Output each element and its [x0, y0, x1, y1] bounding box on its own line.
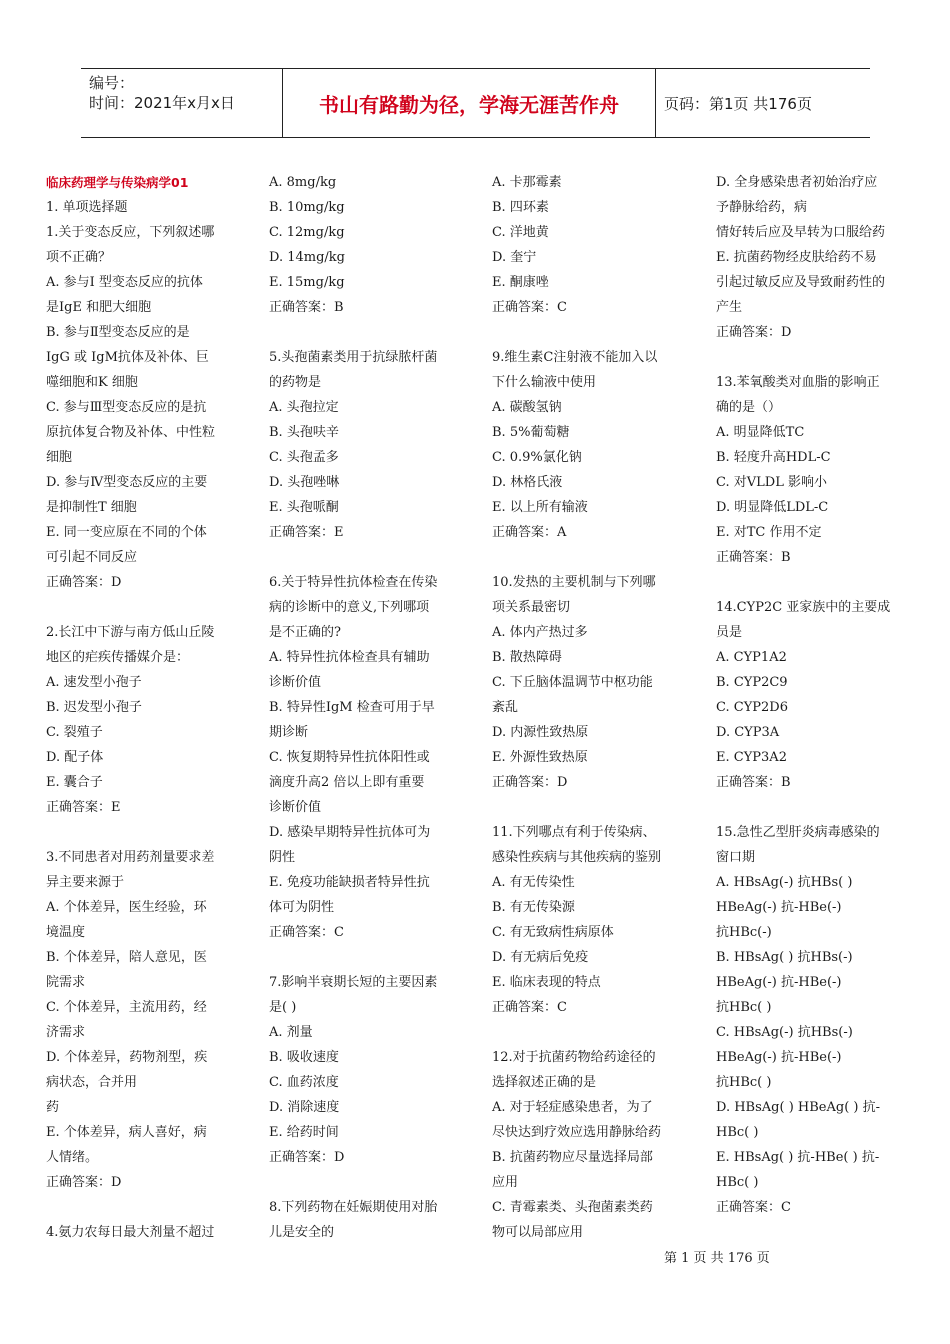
- text-line: E. 同一变应原在不同的个体: [46, 525, 207, 540]
- answer-line: 正确答案：C: [716, 1200, 791, 1215]
- text-line: E. 酮康唑: [492, 275, 549, 290]
- text-line: 是IgE 和肥大细胞: [46, 300, 152, 315]
- text-line: A. 明显降低TC: [716, 425, 805, 440]
- text-line: 的药物是: [269, 375, 322, 390]
- text-line: 予静脉给药，病: [716, 200, 808, 215]
- text-line: C. 个体差异，主流用药，经: [46, 1000, 207, 1015]
- text-line: E. 个体差异，病人喜好，病: [46, 1125, 207, 1140]
- answer-line: 正确答案：C: [492, 300, 567, 315]
- text-column-3: [492, 170, 702, 1245]
- blank-line: [716, 795, 926, 820]
- blank-line: [46, 595, 256, 620]
- text-line: B. 四环素: [492, 200, 549, 215]
- text-line: E. 临床表现的特点: [492, 975, 601, 990]
- blank-line: [716, 345, 926, 370]
- text-line: C. 对VLDL 影响小: [716, 475, 827, 490]
- text-line: 是抑制性T 细胞: [46, 500, 137, 515]
- text-line: 5.头孢菌素类用于抗绿脓杆菌: [269, 350, 438, 365]
- text-line: C. CYP2D6: [716, 700, 788, 715]
- text-line: D. 有无病后免疫: [492, 950, 589, 965]
- text-line: A. CYP1A2: [716, 650, 787, 665]
- text-line: 滴度升高2 倍以上即有重要: [269, 775, 425, 790]
- text-line: 可引起不同反应: [46, 550, 138, 565]
- text-line: 下什么输液中使用: [492, 375, 597, 390]
- text-line: E. 头孢哌酮: [269, 500, 339, 515]
- text-line: A. 参与Ⅰ 型变态反应的抗体: [46, 275, 203, 290]
- header-motto: 书山有路勤为径，学海无涯苦作舟: [282, 69, 656, 137]
- text-line: E. 免疫功能缺损者特异性抗: [269, 875, 430, 890]
- text-line: 抗HBc( ): [716, 1075, 772, 1090]
- text-line: HBeAg(-) 抗-HBe(-): [716, 975, 842, 990]
- text-line: C. 血药浓度: [269, 1075, 339, 1090]
- text-line: C. 下丘脑体温调节中枢功能: [492, 675, 653, 690]
- text-line: 济需求: [46, 1025, 86, 1040]
- blank-line: [269, 945, 479, 970]
- text-line: 境温度: [46, 925, 86, 940]
- answer-line: 正确答案：B: [716, 775, 791, 790]
- text-line: 1. 单项选择题: [46, 200, 128, 215]
- text-line: C. 0.9%氯化钠: [492, 450, 582, 465]
- text-line: 项不正确？: [46, 250, 112, 265]
- text-line: 阴性: [269, 850, 296, 865]
- blank-line: [46, 1195, 256, 1220]
- text-line: 是不正确的?: [269, 625, 341, 640]
- blank-line: [716, 1220, 926, 1245]
- text-line: D. 消除速度: [269, 1100, 340, 1115]
- text-line: 地区的疟疾传播媒介是：: [46, 650, 190, 665]
- text-line: 9.维生素C注射液不能加入以: [492, 350, 658, 365]
- text-line: D. 林格氏液: [492, 475, 563, 490]
- text-line: 细胞: [46, 450, 73, 465]
- answer-line: 正确答案：C: [269, 925, 344, 940]
- text-line: A. 特异性抗体检查具有辅助: [269, 650, 430, 665]
- answer-line: 正确答案：D: [269, 1150, 345, 1165]
- text-line: B. 10mg/kg: [269, 200, 345, 215]
- text-line: 抗HBc(-): [716, 925, 772, 940]
- text-line: D. 奎宁: [492, 250, 537, 265]
- blank-line: [269, 320, 479, 345]
- text-line: B. 吸收速度: [269, 1050, 339, 1065]
- text-line: 病的诊断中的意义,下列哪项: [269, 600, 430, 615]
- text-line: C. 青霉素类、头孢菌素类药: [492, 1200, 653, 1215]
- text-line: 紊乱: [492, 700, 519, 715]
- text-line: 异主要来源于: [46, 875, 125, 890]
- text-line: E. 外源性致热原: [492, 750, 588, 765]
- text-line: D. 全身感染患者初始治疗应: [716, 175, 878, 190]
- answer-line: 正确答案：A: [492, 525, 567, 540]
- text-line: D. 个体差异，药物剂型，疾: [46, 1050, 208, 1065]
- text-line: 12.对于抗菌药物给药途径的: [492, 1050, 656, 1065]
- text-line: B. 个体差异，陪人意见，医: [46, 950, 207, 965]
- answer-line: 正确答案：B: [269, 300, 344, 315]
- text-line: 确的是（）: [716, 400, 782, 415]
- answer-line: 正确答案：C: [492, 1000, 567, 1015]
- text-line: E. 15mg/kg: [269, 275, 345, 290]
- text-line: 应用: [492, 1175, 519, 1190]
- text-line: 人情绪。: [46, 1150, 99, 1165]
- text-line: 4.氨力农每日最大剂量不超过: [46, 1225, 215, 1240]
- text-line: A. 体内产热过多: [492, 625, 588, 640]
- text-line: A. 有无传染性: [492, 875, 575, 890]
- text-line: A. 卡那霉素: [492, 175, 562, 190]
- text-line: HBc( ): [716, 1125, 759, 1140]
- text-line: 诊断价值: [269, 800, 322, 815]
- text-line: 8.下列药物在妊娠期使用对胎: [269, 1200, 438, 1215]
- text-line: E. 以上所有输液: [492, 500, 588, 515]
- text-line: 6.关于特异性抗体检查在传染: [269, 575, 438, 590]
- header-meta: [81, 69, 282, 137]
- text-line: HBeAg(-) 抗-HBe(-): [716, 900, 842, 915]
- section-title: 临床药理学与传染病学01: [46, 175, 189, 190]
- blank-line: [492, 320, 702, 345]
- text-line: 员是: [716, 625, 743, 640]
- text-line: D. 14mg/kg: [269, 250, 345, 265]
- text-line: C. 裂殖子: [46, 725, 103, 740]
- document-number-label: 编号：: [89, 74, 135, 92]
- text-line: 体可为阴性: [269, 900, 335, 915]
- text-line: B. CYP2C9: [716, 675, 788, 690]
- blank-line: [269, 1170, 479, 1195]
- text-line: A. 碳酸氢钠: [492, 400, 562, 415]
- text-line: 儿是安全的: [269, 1225, 335, 1240]
- text-line: B. 迟发型小孢子: [46, 700, 142, 715]
- text-line: 11.下列哪点有利于传染病、: [492, 825, 656, 840]
- text-line: C. 12mg/kg: [269, 225, 345, 240]
- text-line: C. 有无致病性病原体: [492, 925, 614, 940]
- text-line: D. 参与Ⅳ型变态反应的主要: [46, 475, 208, 490]
- text-column-4: [716, 170, 926, 1245]
- text-line: HBeAg(-) 抗-HBe(-): [716, 1050, 842, 1065]
- text-line: B. 抗菌药物应尽量选择局部: [492, 1150, 653, 1165]
- text-line: B. 头孢呋辛: [269, 425, 339, 440]
- page-header: [81, 68, 870, 138]
- header-page-info: 页码：第1页 共176页: [664, 94, 812, 113]
- text-line: 噬细胞和K 细胞: [46, 375, 138, 390]
- text-line: A. 速发型小孢子: [46, 675, 142, 690]
- text-line: A. 对于轻症感染患者，为了: [492, 1100, 653, 1115]
- text-line: B. 5%葡萄糖: [492, 425, 570, 440]
- text-line: B. 轻度升高HDL-C: [716, 450, 831, 465]
- text-line: 尽快达到疗效应选用静脉给药: [492, 1125, 662, 1140]
- text-line: 期诊断: [269, 725, 309, 740]
- text-line: B. HBsAg( ) 抗HBs(-): [716, 950, 853, 965]
- text-line: E. 对TC 作用不定: [716, 525, 822, 540]
- text-line: 15.急性乙型肝炎病毒感染的: [716, 825, 880, 840]
- text-line: 感染性疾病与其他疾病的鉴别: [492, 850, 662, 865]
- text-line: E. 囊合子: [46, 775, 103, 790]
- text-column-2: [269, 170, 479, 1245]
- text-line: E. 抗菌药物经皮肤给药不易: [716, 250, 877, 265]
- text-line: 选择叙述正确的是: [492, 1075, 597, 1090]
- text-line: C. 头孢孟多: [269, 450, 339, 465]
- text-line: D. 配子体: [46, 750, 104, 765]
- text-line: A. 头孢拉定: [269, 400, 339, 415]
- blank-line: [492, 545, 702, 570]
- text-line: C. HBsAg(-) 抗HBs(-): [716, 1025, 853, 1040]
- text-line: A. 剂量: [269, 1025, 313, 1040]
- text-line: A. 8mg/kg: [269, 175, 337, 190]
- answer-line: 正确答案：E: [269, 525, 344, 540]
- answer-line: 正确答案：D: [46, 1175, 122, 1190]
- text-line: B. 有无传染源: [492, 900, 575, 915]
- text-line: 病状态，合并用: [46, 1075, 138, 1090]
- text-line: B. 散热障碍: [492, 650, 562, 665]
- answer-line: 正确答案：D: [716, 325, 792, 340]
- blank-line: [492, 795, 702, 820]
- text-line: D. 头孢唑啉: [269, 475, 340, 490]
- page-footer: 第 1 页 共 176 页: [664, 1251, 770, 1266]
- text-line: E. CYP3A2: [716, 750, 787, 765]
- document-date-label: 时间：2021年x月x日: [89, 94, 235, 112]
- text-line: 药: [46, 1100, 60, 1115]
- text-line: D. 内源性致热原: [492, 725, 589, 740]
- text-line: 抗HBc( ): [716, 1000, 772, 1015]
- answer-line: 正确答案：E: [46, 800, 121, 815]
- text-line: HBc( ): [716, 1175, 759, 1190]
- text-line: C. 洋地黄: [492, 225, 549, 240]
- text-line: 引起过敏反应及导致耐药性的: [716, 275, 886, 290]
- text-line: 是( ): [269, 1000, 297, 1015]
- blank-line: [492, 1020, 702, 1045]
- answer-line: 正确答案：D: [46, 575, 122, 590]
- text-line: 院需求: [46, 975, 86, 990]
- answer-line: 正确答案：B: [716, 550, 791, 565]
- text-line: IgG 或 IgM抗体及补体、巨: [46, 350, 209, 365]
- text-line: B. 参与Ⅱ型变态反应的是: [46, 325, 190, 340]
- text-line: 情好转后应及早转为口服给药: [716, 225, 886, 240]
- blank-line: [46, 820, 256, 845]
- answer-line: 正确答案：D: [492, 775, 568, 790]
- text-line: D. 明显降低LDL-C: [716, 500, 829, 515]
- blank-line: [716, 570, 926, 595]
- text-line: C. 参与Ⅲ型变态反应的是抗: [46, 400, 207, 415]
- text-line: A. HBsAg(-) 抗HBs( ): [716, 875, 853, 890]
- text-column-1: [46, 170, 256, 1245]
- text-line: 10.发热的主要机制与下列哪: [492, 575, 656, 590]
- text-line: E. 给药时间: [269, 1125, 339, 1140]
- text-line: B. 特异性IgM 检查可用于早: [269, 700, 435, 715]
- text-line: C. 恢复期特异性抗体阳性或: [269, 750, 430, 765]
- text-line: 2.长江中下游与南方低山丘陵: [46, 625, 215, 640]
- text-line: 13.苯氧酸类对血脂的影响正: [716, 375, 880, 390]
- text-line: E. HBsAg( ) 抗-HBe( ) 抗-: [716, 1150, 880, 1165]
- text-line: 14.CYP2C 亚家族中的主要成: [716, 600, 891, 615]
- text-line: A. 个体差异，医生经验，环: [46, 900, 207, 915]
- text-line: 窗口期: [716, 850, 756, 865]
- text-line: 项关系最密切: [492, 600, 571, 615]
- text-line: D. HBsAg( ) HBeAg( ) 抗-: [716, 1100, 880, 1115]
- text-line: 3.不同患者对用药剂量要求差: [46, 850, 215, 865]
- text-line: D. 感染早期特异性抗体可为: [269, 825, 431, 840]
- text-line: 诊断价值: [269, 675, 322, 690]
- text-line: 7.影响半衰期长短的主要因素: [269, 975, 438, 990]
- text-line: 1.关于变态反应，下列叙述哪: [46, 225, 215, 240]
- text-line: D. CYP3A: [716, 725, 780, 740]
- text-line: 原抗体复合物及补体、中性粒: [46, 425, 216, 440]
- text-line: 产生: [716, 300, 743, 315]
- blank-line: [269, 545, 479, 570]
- text-line: 物可以局部应用: [492, 1225, 584, 1240]
